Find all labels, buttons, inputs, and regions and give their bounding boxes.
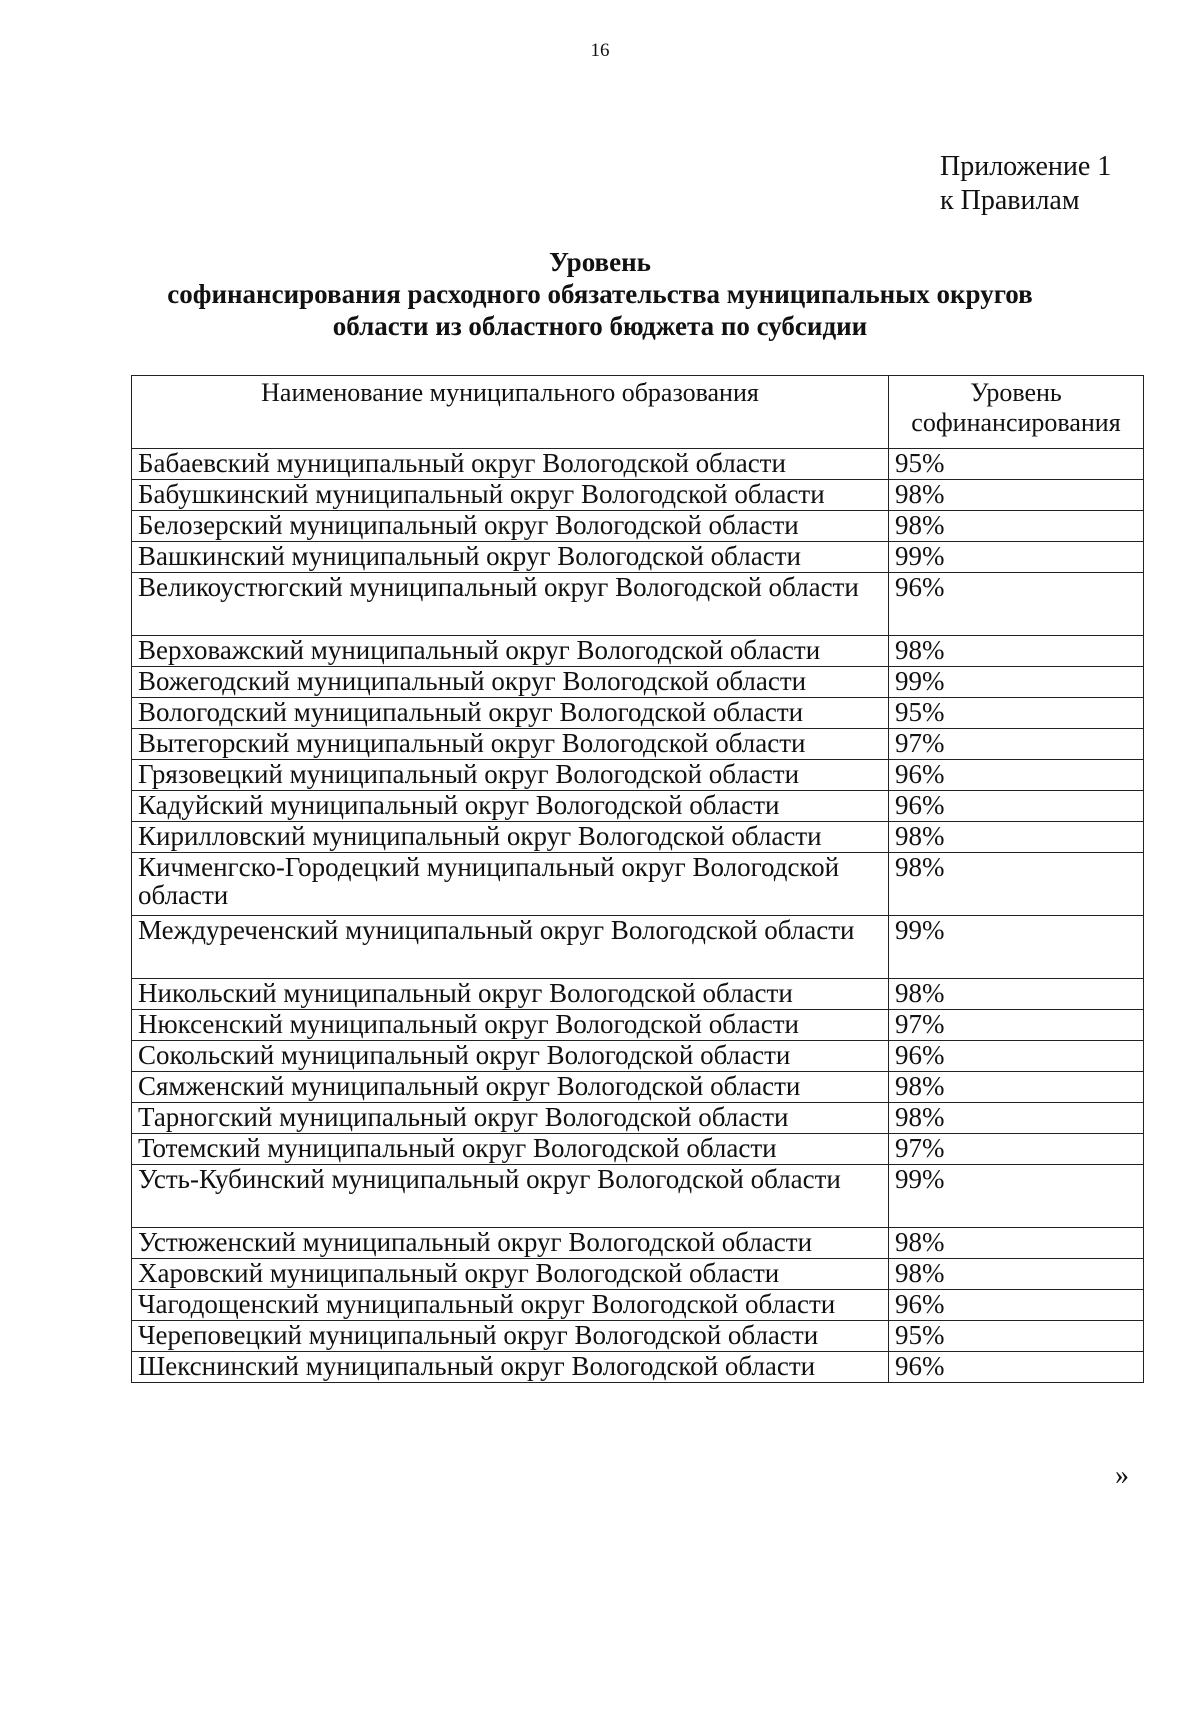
municipality-name: Кирилловский муниципальный округ Вологодской области [132, 822, 889, 853]
cofinancing-level: 98% [889, 1103, 1144, 1134]
municipality-name: Междуреченский муниципальный округ Вологодской области [132, 916, 889, 979]
table-row [132, 1041, 1144, 1072]
municipality-name: Сокольский муниципальный округ Вологодской области [132, 1041, 889, 1072]
table-row [132, 822, 1144, 853]
municipality-name: Чагодощенский муниципальный округ Вологодской области [132, 1290, 889, 1321]
document-title [140, 246, 1060, 342]
appendix-line-2: к Правилам [940, 185, 1080, 216]
municipality-name: Шекснинский муниципальный округ Вологодской области [132, 1352, 889, 1383]
municipality-name: Вытегорский муниципальный округ Вологодской области [132, 729, 889, 760]
municipality-name: Бабушкинский муниципальный округ Вологодской области [132, 480, 889, 511]
cofinancing-level: 95% [889, 449, 1144, 480]
table-row [132, 480, 1144, 511]
table-row [132, 573, 1144, 636]
cofinancing-level: 98% [889, 480, 1144, 511]
table-row [132, 791, 1144, 822]
table-row [132, 1352, 1144, 1383]
cofinancing-level: 98% [889, 1228, 1144, 1259]
municipality-name: Харовский муниципальный округ Вологодской области [132, 1259, 889, 1290]
municipality-name: Тарногский муниципальный округ Вологодской области [132, 1103, 889, 1134]
cofinancing-level: 99% [889, 542, 1144, 573]
municipality-name: Великоустюгский муниципальный округ Вологодской области [132, 573, 889, 636]
table-row [132, 1321, 1144, 1352]
cofinancing-level: 97% [889, 1010, 1144, 1041]
table-row [132, 698, 1144, 729]
table-row [132, 916, 1144, 979]
closing-quote-mark: » [1115, 1460, 1129, 1491]
municipality-name: Вологодский муниципальный округ Вологодской области [132, 698, 889, 729]
municipality-name: Тотемский муниципальный округ Вологодской области [132, 1134, 889, 1165]
municipality-name: Грязовецкий муниципальный округ Вологодской области [132, 760, 889, 791]
cofinancing-level: 96% [889, 1290, 1144, 1321]
cofinancing-level: 99% [889, 1165, 1144, 1228]
municipality-name: Устюженский муниципальный округ Вологодской области [132, 1228, 889, 1259]
cofinancing-level: 98% [889, 1259, 1144, 1290]
cofinancing-level: 96% [889, 1041, 1144, 1072]
table-row [132, 1103, 1144, 1134]
cofinancing-level: 98% [889, 853, 1144, 916]
cofinancing-level: 99% [889, 667, 1144, 698]
municipality-name: Сямженский муниципальный округ Вологодской области [132, 1072, 889, 1103]
cofinancing-level: 96% [889, 1352, 1144, 1383]
table-row [132, 1228, 1144, 1259]
table-row [132, 1165, 1144, 1228]
table-row [132, 760, 1144, 791]
table-row [132, 636, 1144, 667]
municipality-name: Верховажский муниципальный округ Вологодской области [132, 636, 889, 667]
cofinancing-level: 98% [889, 636, 1144, 667]
appendix-note [940, 150, 1111, 218]
table-header-row [132, 376, 1144, 449]
cofinancing-level: 95% [889, 1321, 1144, 1352]
table-row [132, 1072, 1144, 1103]
table-row [132, 1134, 1144, 1165]
title-line-1: Уровень [549, 247, 651, 277]
table-row [132, 449, 1144, 480]
municipality-name: Белозерский муниципальный округ Вологодской области [132, 511, 889, 542]
municipality-name: Кичменгско-Городецкий муниципальный округ Вологодской области [132, 853, 889, 916]
table-row [132, 542, 1144, 573]
municipality-name: Кадуйский муниципальный округ Вологодской области [132, 791, 889, 822]
cofinancing-level: 96% [889, 573, 1144, 636]
appendix-line-1: Приложение 1 [940, 151, 1112, 182]
cofinancing-level: 98% [889, 822, 1144, 853]
cofinancing-level: 98% [889, 979, 1144, 1010]
municipality-name: Усть-Кубинский муниципальный округ Вологодской области [132, 1165, 889, 1228]
municipality-name: Вожегодский муниципальный округ Вологодской области [132, 667, 889, 698]
cofinancing-level: 96% [889, 791, 1144, 822]
table-row [132, 729, 1144, 760]
table-row [132, 1259, 1144, 1290]
table-row [132, 1290, 1144, 1321]
title-line-3: области из областного бюджета по субсидии [332, 311, 868, 341]
cofinancing-level: 98% [889, 511, 1144, 542]
cofinancing-level: 98% [889, 1072, 1144, 1103]
municipality-name: Бабаевский муниципальный округ Вологодской области [132, 449, 889, 480]
municipality-name: Никольский муниципальный округ Вологодской области [132, 979, 889, 1010]
municipality-name: Череповецкий муниципальный округ Вологодской области [132, 1321, 889, 1352]
cofinancing-level: 97% [889, 729, 1144, 760]
cofinancing-level: 97% [889, 1134, 1144, 1165]
municipality-name: Нюксенский муниципальный округ Вологодской области [132, 1010, 889, 1041]
table-row [132, 853, 1144, 916]
table-row [132, 511, 1144, 542]
cofinancing-level: 99% [889, 916, 1144, 979]
table-row [132, 1010, 1144, 1041]
page-number: 16 [590, 40, 610, 61]
cofinancing-level: 96% [889, 760, 1144, 791]
cofinancing-table [131, 375, 1144, 1383]
title-line-2: софинансирования расходного обязательства муниципальных округов [167, 279, 1033, 309]
header-cofinancing-level: Уровень софинансирования [889, 376, 1144, 449]
header-municipality-name: Наименование муниципального образования [132, 376, 889, 449]
table-row [132, 667, 1144, 698]
municipality-name: Вашкинский муниципальный округ Вологодской области [132, 542, 889, 573]
cofinancing-level: 95% [889, 698, 1144, 729]
table-row [132, 979, 1144, 1010]
